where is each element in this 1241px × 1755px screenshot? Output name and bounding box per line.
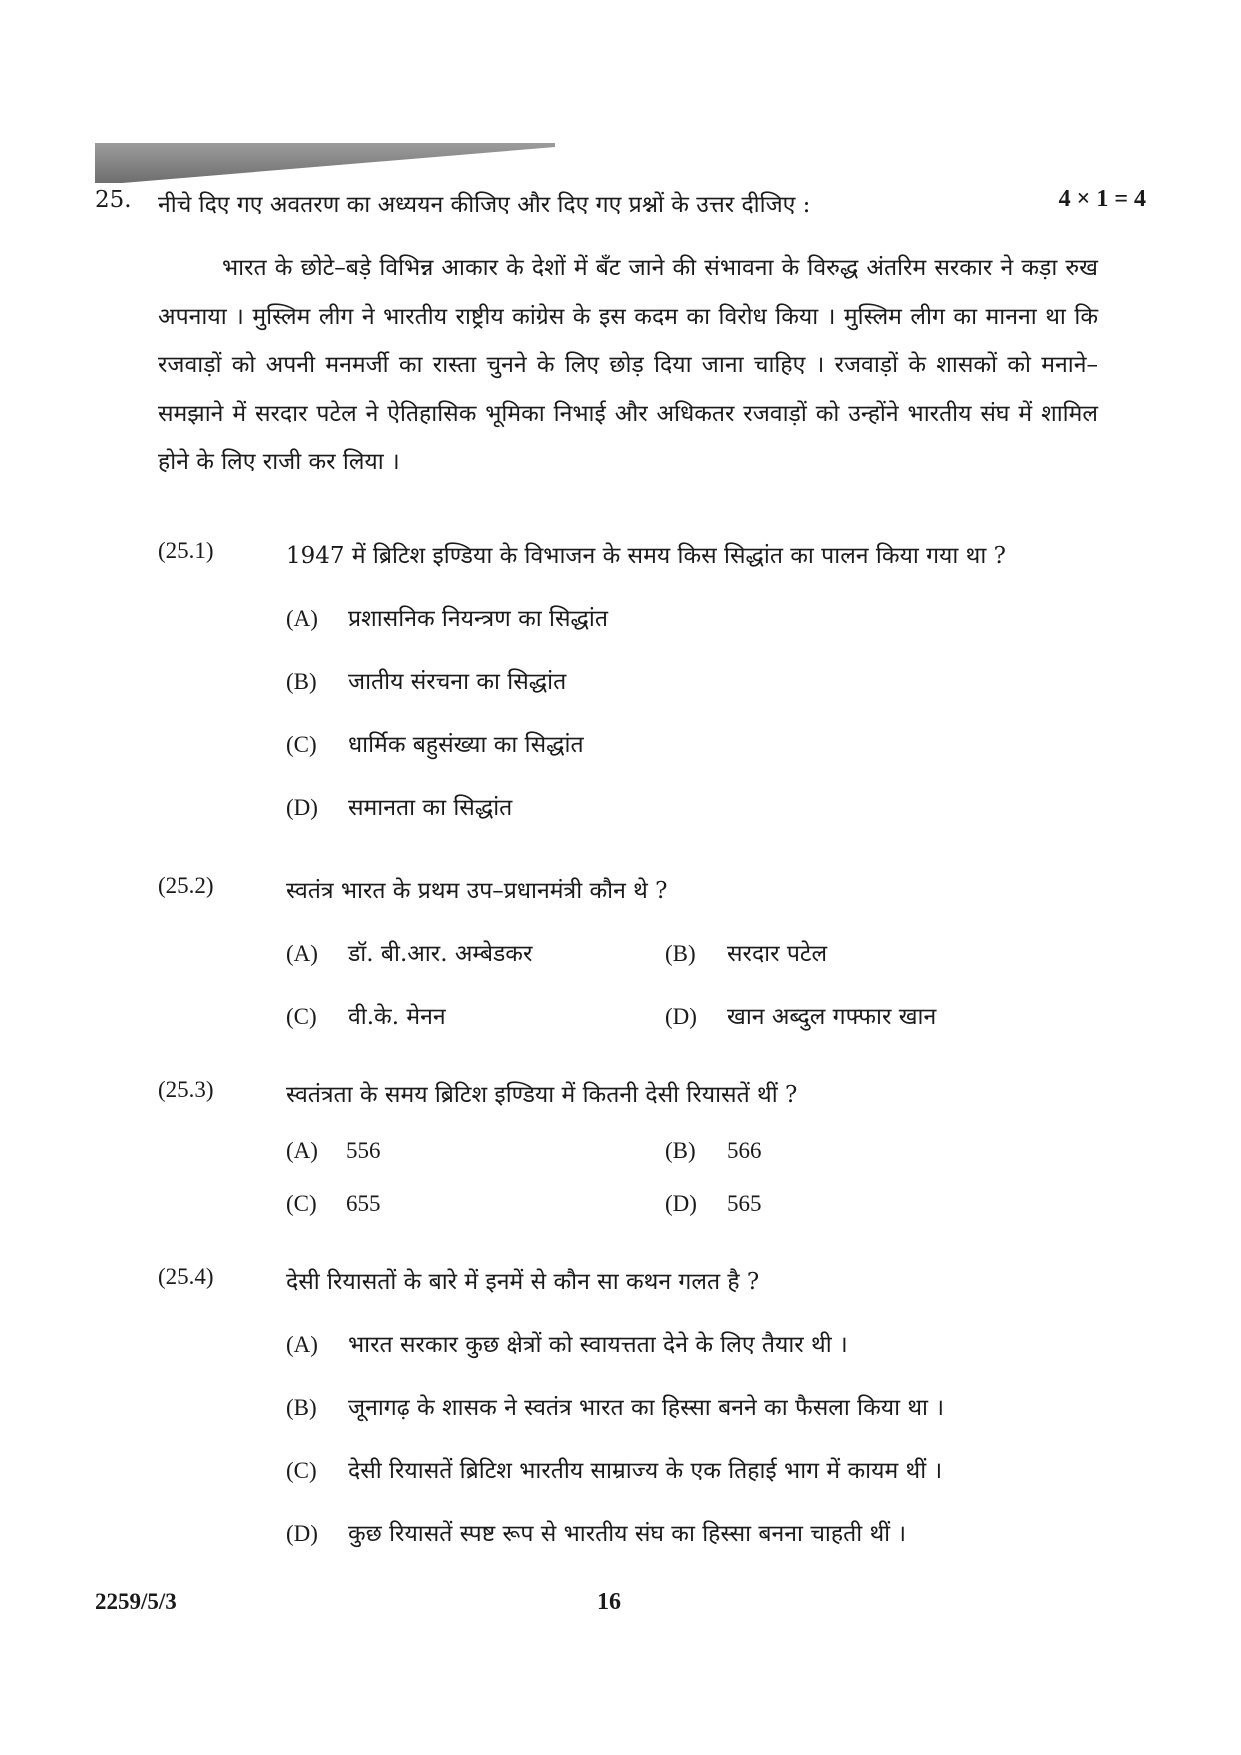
option-text: भारत सरकार कुछ क्षेत्रों को स्वायत्तता देने के लिए तैयार थी । [348, 1332, 848, 1358]
option-text: देसी रियासतें ब्रिटिश भारतीय साम्राज्य के एक तिहाई भाग में कायम थीं । [348, 1458, 943, 1484]
option-label: (D) [665, 1191, 697, 1216]
paper-code: 2259/5/3 [95, 1589, 177, 1614]
question-number: 25. [95, 187, 132, 213]
subquestion-number: (25.4) [158, 1264, 214, 1289]
option-label: (B) [665, 941, 696, 966]
option-label: (D) [286, 1521, 318, 1546]
header-band [95, 143, 555, 183]
option [286, 1138, 381, 1164]
question-instruction: नीचे दिए गए अवतरण का अध्ययन कीजिए और दिए गए प्रश्नों के उत्तर दीजिए : [158, 192, 811, 218]
option-label: (C) [286, 732, 317, 757]
option-label: (B) [665, 1138, 696, 1163]
option [286, 936, 532, 968]
subquestion-number: (25.2) [158, 873, 214, 898]
option [286, 1327, 848, 1359]
option [286, 1390, 944, 1422]
option-text: डॉ. बी.आर. अम्बेडकर [348, 941, 533, 967]
option [286, 790, 512, 822]
subquestion-text: देसी रियासतों के बारे में इनमें से कौन सा कथन गलत है ? [286, 1269, 760, 1295]
subquestion-text: स्वतंत्रता के समय ब्रिटिश इण्डिया में कितनी देसी रियासतें थीं ? [286, 1082, 798, 1108]
option [286, 999, 446, 1031]
option [665, 936, 827, 968]
option [286, 1191, 381, 1217]
option-label: (C) [286, 1004, 317, 1029]
option-text: 655 [346, 1191, 381, 1216]
option-text: खान अब्दुल गफ्फार खान [727, 1004, 937, 1030]
question-marks: 4 × 1 = 4 [1058, 186, 1146, 212]
option-label: (A) [286, 1138, 318, 1163]
option [665, 1191, 762, 1217]
option-text: प्रशासनिक नियन्त्रण का सिद्धांत [348, 606, 608, 632]
option-text: 566 [727, 1138, 762, 1163]
option [286, 727, 584, 759]
option-text: जूनागढ़ के शासक ने स्वतंत्र भारत का हिस्सा बनने का फैसला किया था । [348, 1395, 945, 1421]
subquestion-number: (25.3) [158, 1077, 214, 1102]
option-text: जातीय संरचना का सिद्धांत [348, 669, 567, 695]
option [286, 601, 608, 633]
option-text: सरदार पटेल [727, 941, 828, 967]
subquestion-number: (25.1) [158, 538, 214, 563]
option [286, 664, 566, 696]
option-label: (D) [286, 795, 318, 820]
option-label: (C) [286, 1191, 317, 1216]
option-label: (B) [286, 1395, 317, 1420]
option [665, 999, 936, 1031]
option-label: (C) [286, 1458, 317, 1483]
option-text: धार्मिक बहुसंख्या का सिद्धांत [348, 732, 584, 758]
option-label: (A) [286, 941, 318, 966]
subquestion-text: 1947 में ब्रिटिश इण्डिया के विभाजन के समय किस सिद्धांत का पालन किया गया था ? [286, 543, 1006, 569]
option-label: (D) [665, 1004, 697, 1029]
option-text: समानता का सिद्धांत [348, 795, 513, 821]
option [665, 1138, 762, 1164]
option-label: (A) [286, 1332, 318, 1357]
subquestion-text: स्वतंत्र भारत के प्रथम उप–प्रधानमंत्री कौन थे ? [286, 878, 668, 904]
option-label: (A) [286, 606, 318, 631]
option-text: 565 [727, 1191, 762, 1216]
option [286, 1516, 906, 1548]
option-label: (B) [286, 669, 317, 694]
option-text: वी.के. मेनन [348, 1004, 446, 1030]
option-text: 556 [346, 1138, 381, 1163]
option [286, 1453, 942, 1485]
passage: भारत के छोटे–बड़े विभिन्न आकार के देशों में बँट जाने की संभावना के विरुद्ध अंतरिम सरकार ने कड़ा रुख अपनाया । मुस्लिम लीग ने भारतीय राष्ट्रीय कांग्रेस के इस कदम का विरोध किया । मुस्लिम लीग का मानना था कि रजवाड़ों को अपनी मनमर्जी का रास्ता चुनने के लिए छोड़ दिया जाना चाहिए । रजवाड़ों के शासकों को मनाने–समझाने में सरदार पटेल ने ऐतिहासिक भूमिका निभाई और अधिकतर रजवाड़ों को उन्होंने भारतीय संघ में शामिल होने के लिए राजी कर लिया । [158, 255, 1098, 475]
option-text: कुछ रियासतें स्पष्ट रूप से भारतीय संघ का हिस्सा बनना चाहती थीं । [348, 1521, 907, 1547]
page-number: 16 [597, 1589, 621, 1615]
